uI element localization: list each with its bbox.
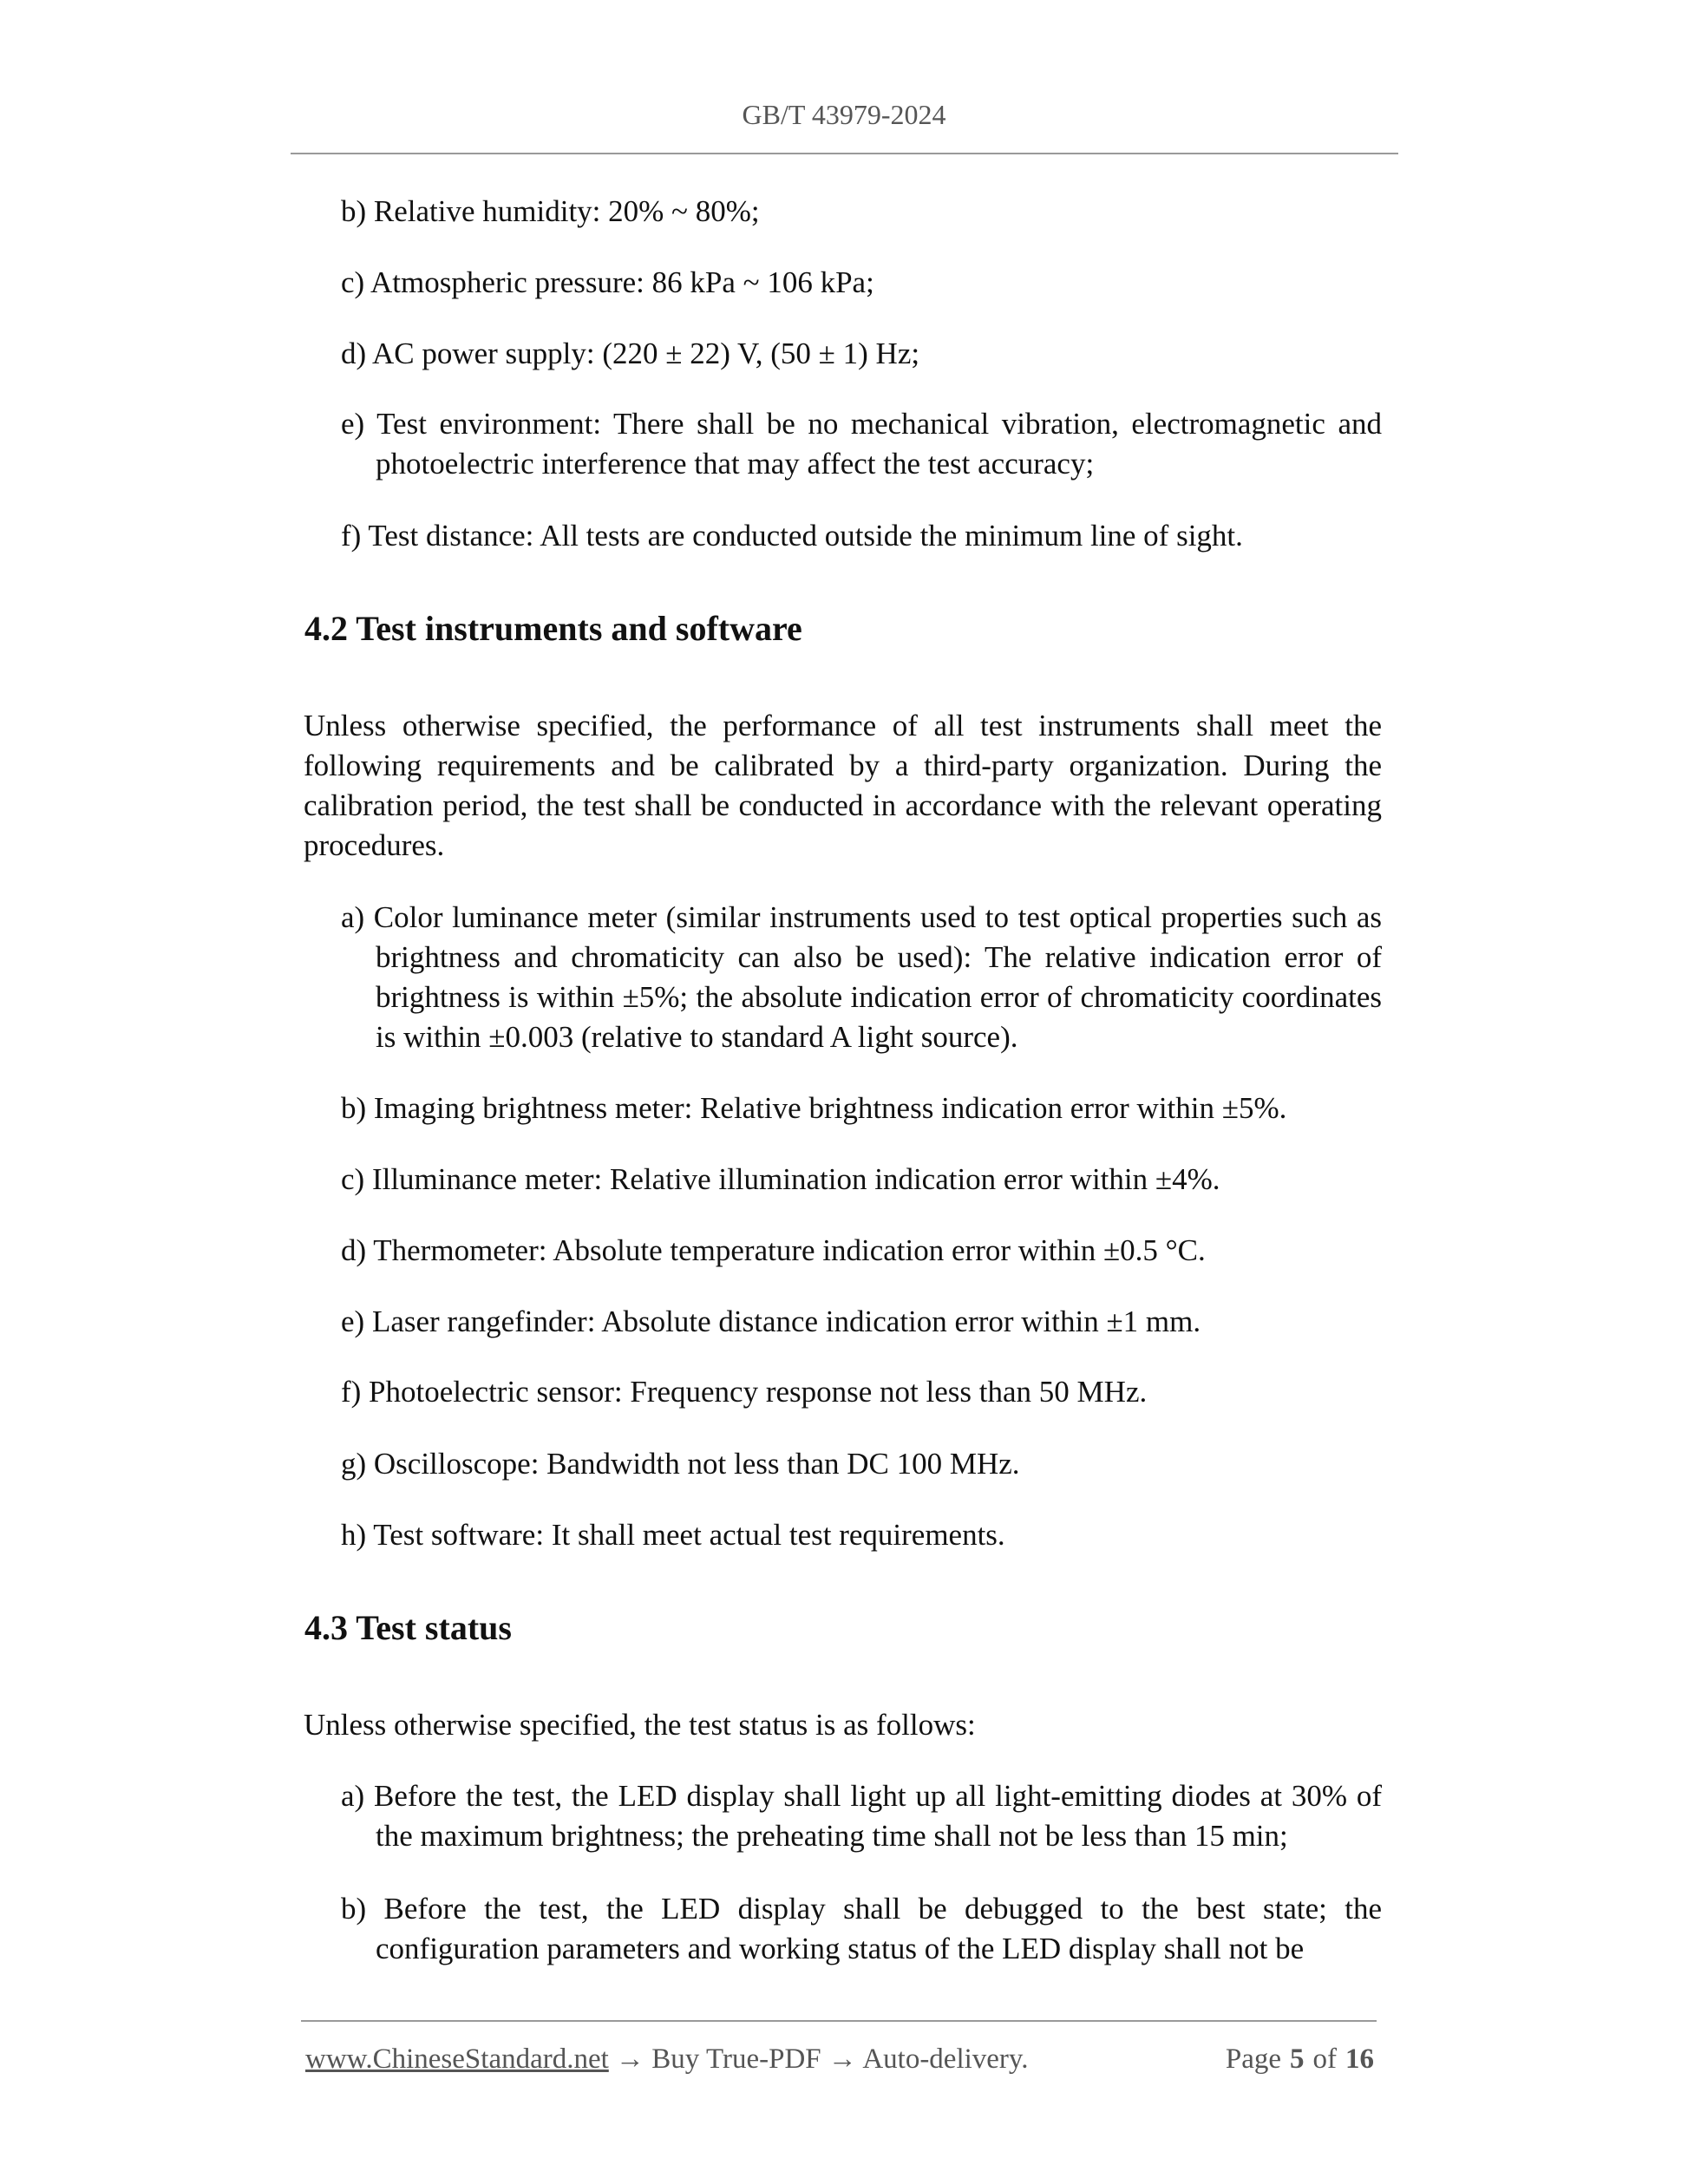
page-number xyxy=(1226,2040,1374,2078)
section-heading-4-3: 4.3 Test status xyxy=(304,1608,512,1647)
document-code: GB/T 43979-2024 xyxy=(742,99,946,130)
list-item: c) Illuminance meter: Relative illumination indication error within ±4%. xyxy=(341,1162,1220,1196)
list-item: c) Atmospheric pressure: 86 kPa ~ 106 kPa; xyxy=(341,265,874,299)
footer-promo xyxy=(305,2040,1029,2078)
list-item: e) Laser rangefinder: Absolute distance indication error within ±1 mm. xyxy=(341,1305,1201,1338)
section-intro-paragraph: Unless otherwise specified, the test status is as follows: xyxy=(304,1708,976,1742)
list-item: b) Relative humidity: 20% ~ 80%; xyxy=(341,194,760,228)
list-item: f) Test distance: All tests are conducted outside the minimum line of sight. xyxy=(341,519,1243,553)
list-item: e) Test environment: There shall be no mechanical vibration, electromagnetic and photoelectric interference that may affect the test accuracy; xyxy=(341,407,1382,481)
list-item: b) Before the test, the LED display shall be debugged to the best state; the configuration parameters and working status of the LED display shall not be xyxy=(341,1892,1382,1965)
list-item: d) Thermometer: Absolute temperature indication error within ±0.5 °C. xyxy=(341,1233,1206,1267)
list-item: f) Photoelectric sensor: Frequency response not less than 50 MHz. xyxy=(341,1375,1148,1409)
list-item: b) Imaging brightness meter: Relative brightness indication error within ±5%. xyxy=(341,1091,1287,1125)
page-total: 16 xyxy=(1345,2043,1374,2075)
list-item: h) Test software: It shall meet actual test requirements. xyxy=(341,1518,1005,1552)
page-of-label: of xyxy=(1312,2043,1337,2075)
chinesestandard-link[interactable]: www.ChineseStandard.net xyxy=(305,2043,609,2075)
list-item: a) Color luminance meter (similar instruments used to test optical properties such as brightness and chromaticity can also be used): The relative indication error of brightness is within ±5%; the absolute indication error of chromaticity coordinates is within ±0.003 (relative to standard A light source). xyxy=(341,900,1382,1054)
list-item: g) Oscilloscope: Bandwidth not less than DC 100 MHz. xyxy=(341,1447,1020,1481)
buy-true-pdf-text: Buy True-PDF xyxy=(651,2043,821,2075)
list-item: d) AC power supply: (220 ± 22) V, (50 ± 1) Hz; xyxy=(341,337,920,370)
page-current: 5 xyxy=(1290,2043,1305,2075)
section-intro-paragraph: Unless otherwise specified, the performance of all test instruments shall meet the following requirements and be calibrated by a third-party organization. During the calibration period, the test shall be conducted in accordance with the relevant operating procedures. xyxy=(304,709,1382,862)
footer-divider xyxy=(301,2020,1377,2022)
list-item: a) Before the test, the LED display shall light up all light-emitting diodes at 30% of the maximum brightness; the preheating time shall not be less than 15 min; xyxy=(341,1779,1382,1853)
page-label: Page xyxy=(1225,2043,1281,2075)
arrow-right-icon: → xyxy=(828,2043,857,2075)
arrow-right-icon: → xyxy=(616,2043,645,2075)
auto-delivery-text: Auto-delivery. xyxy=(862,2043,1029,2075)
header-divider xyxy=(291,153,1398,154)
section-heading-4-2: 4.2 Test instruments and software xyxy=(304,609,802,648)
